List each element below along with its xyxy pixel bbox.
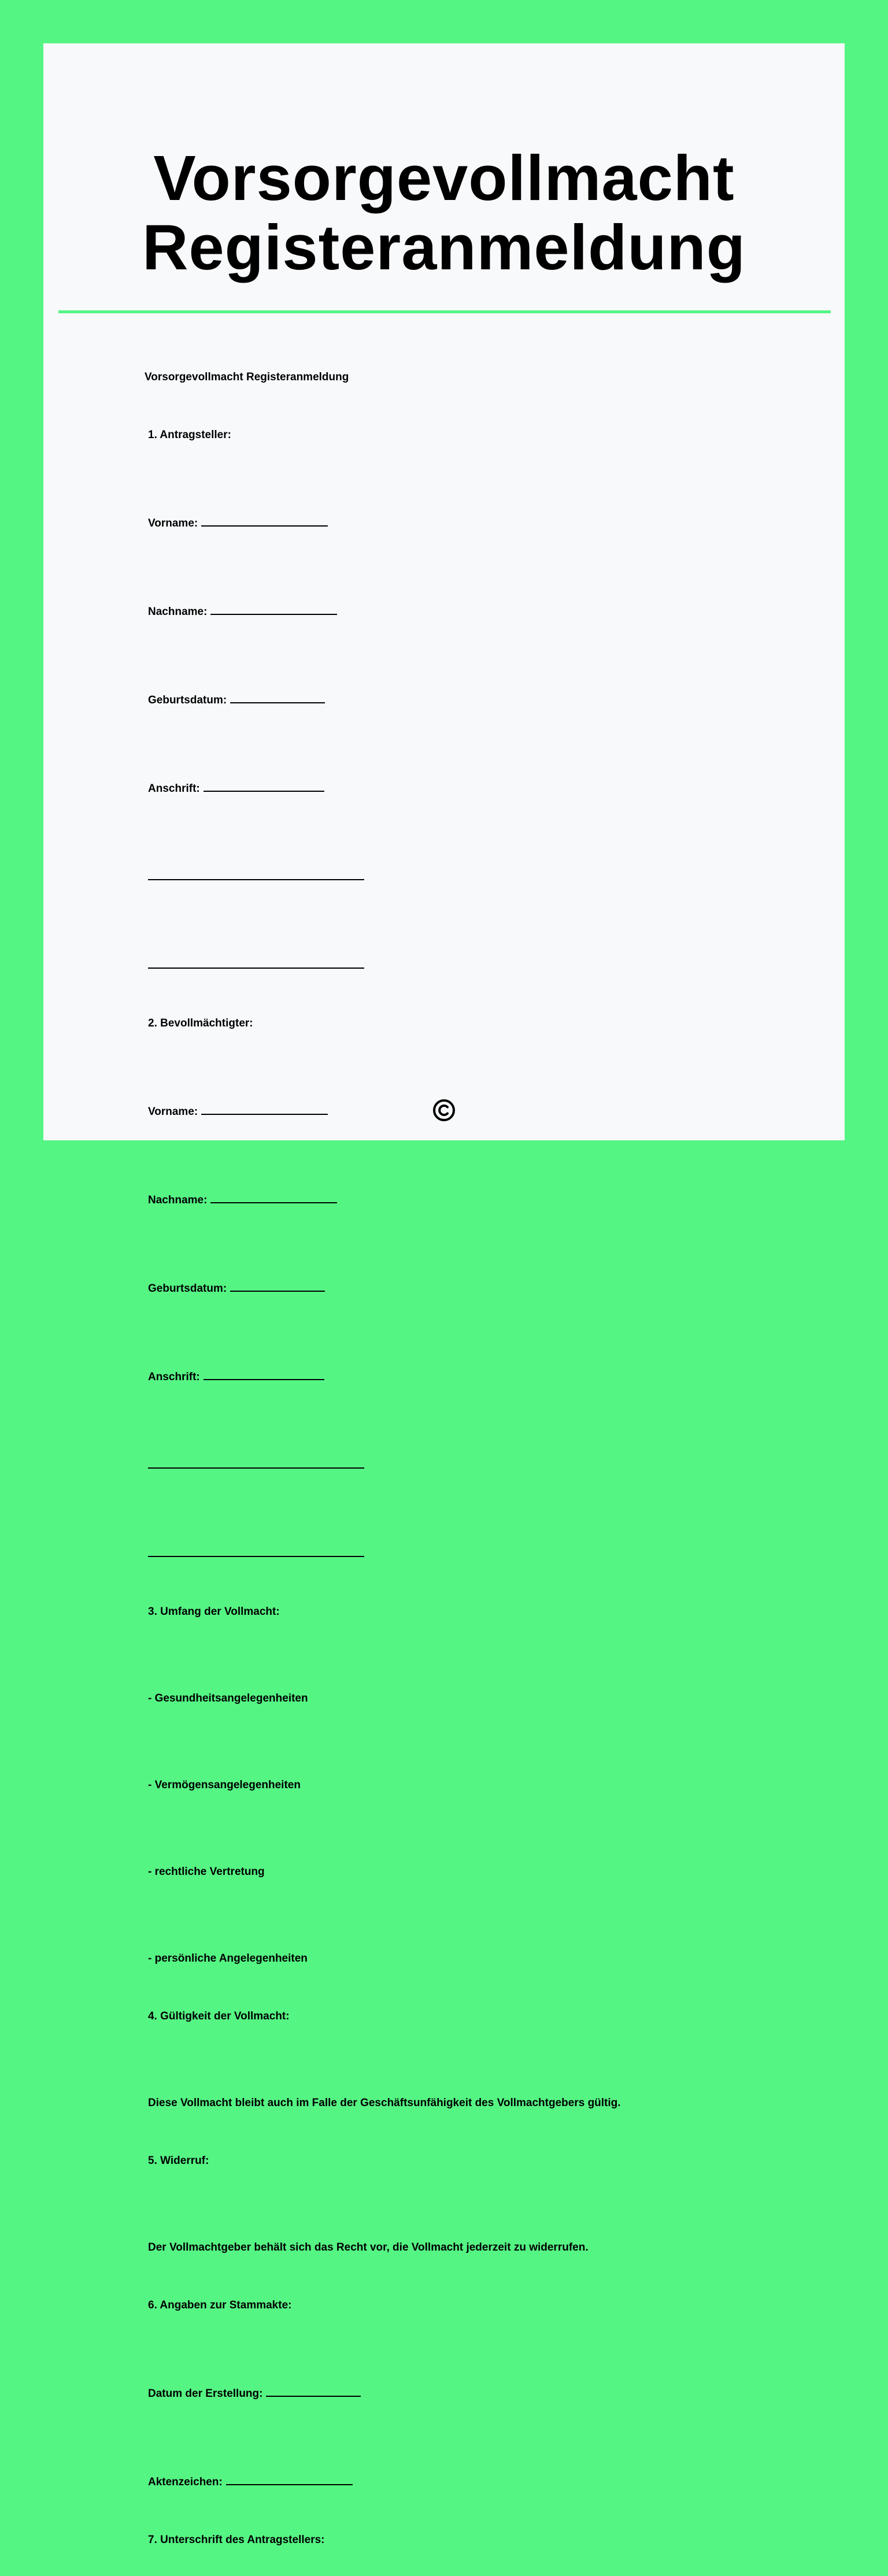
applicant-address-line-2[interactable] — [145, 868, 780, 884]
field-label: Nachname: — [148, 1194, 208, 1206]
section-3-heading: 3. Umfang der Vollmacht: — [148, 1606, 280, 1618]
file-number-field[interactable] — [145, 2473, 780, 2489]
applicant-address-field[interactable] — [145, 780, 780, 796]
applicant-lastname-field[interactable] — [145, 603, 780, 619]
attorney-birthdate-field[interactable] — [145, 1280, 780, 1296]
blank-line[interactable] — [230, 1280, 325, 1292]
scope-item: - rechtliche Vertretung — [148, 1866, 265, 1878]
blank-line[interactable] — [266, 2385, 361, 2397]
blank-line[interactable] — [230, 691, 325, 703]
section-4-heading: 4. Gültigkeit der Vollmacht: — [148, 2010, 290, 2022]
blank-line[interactable] — [148, 1456, 364, 1469]
applicant-firstname-field[interactable] — [145, 514, 780, 531]
blank-line[interactable] — [210, 603, 337, 615]
applicant-address-line-3[interactable] — [145, 957, 780, 973]
field-label: Anschrift: — [148, 783, 200, 795]
blank-line[interactable] — [148, 957, 364, 969]
title-line-1: Vorsorgevollmacht — [153, 143, 735, 214]
section-6-heading: 6. Angaben zur Stammakte: — [148, 2299, 292, 2311]
attorney-address-line-2[interactable] — [145, 1456, 780, 1473]
field-label: Vorname: — [148, 517, 198, 529]
validity-text: Diese Vollmacht bleibt auch im Falle der Geschäftsunfähigkeit des Vollmachtgebers gültig. — [148, 2097, 621, 2109]
title-line-2: Registeranmeldung — [142, 212, 746, 283]
blank-line[interactable] — [204, 1368, 324, 1380]
attorney-address-line-3[interactable] — [145, 1545, 780, 1561]
attorney-address-field[interactable] — [145, 1368, 780, 1384]
section-1-heading: 1. Antragsteller: — [148, 429, 231, 441]
section-5-heading: 5. Widerruf: — [148, 2155, 209, 2167]
scope-item: - Gesundheitsangelegenheiten — [148, 1692, 308, 1704]
field-label: Vorname: — [148, 1106, 198, 1118]
field-label: Nachname: — [148, 606, 208, 618]
blank-line[interactable] — [210, 1191, 337, 1203]
blank-line[interactable] — [226, 2473, 353, 2485]
blank-line[interactable] — [148, 868, 364, 880]
scope-item: - Vermögensangelegenheiten — [148, 1779, 301, 1791]
applicant-birthdate-field[interactable] — [145, 691, 780, 707]
attorney-lastname-field[interactable] — [145, 1191, 780, 1207]
field-label: Anschrift: — [148, 1371, 200, 1383]
blank-line[interactable] — [148, 1545, 364, 1557]
field-label: Aktenzeichen: — [148, 2476, 223, 2488]
field-label: Datum der Erstellung: — [148, 2388, 263, 2400]
doc-heading: Vorsorgevollmacht Registeranmeldung — [145, 371, 349, 383]
page-title — [43, 144, 845, 283]
blank-line[interactable] — [201, 514, 328, 527]
section-7-heading: 7. Unterschrift des Antragstellers: — [148, 2534, 325, 2546]
title-divider — [58, 310, 831, 313]
document-page — [43, 43, 845, 2546]
copyright-icon — [432, 1099, 456, 1122]
scope-item: - persönliche Angelegenheiten — [148, 1952, 308, 1965]
field-label: Geburtsdatum: — [148, 1283, 227, 1295]
section-2-heading: 2. Bevollmächtigter: — [148, 1017, 253, 1029]
creation-date-field[interactable] — [145, 2385, 780, 2401]
blank-line[interactable] — [204, 780, 324, 792]
copyright-footer — [43, 1099, 845, 1125]
field-label: Geburtsdatum: — [148, 694, 227, 706]
form-content — [145, 341, 780, 2576]
revocation-text: Der Vollmachtgeber behält sich das Recht vor, die Vollmacht jederzeit zu widerrufen. — [148, 2241, 589, 2253]
